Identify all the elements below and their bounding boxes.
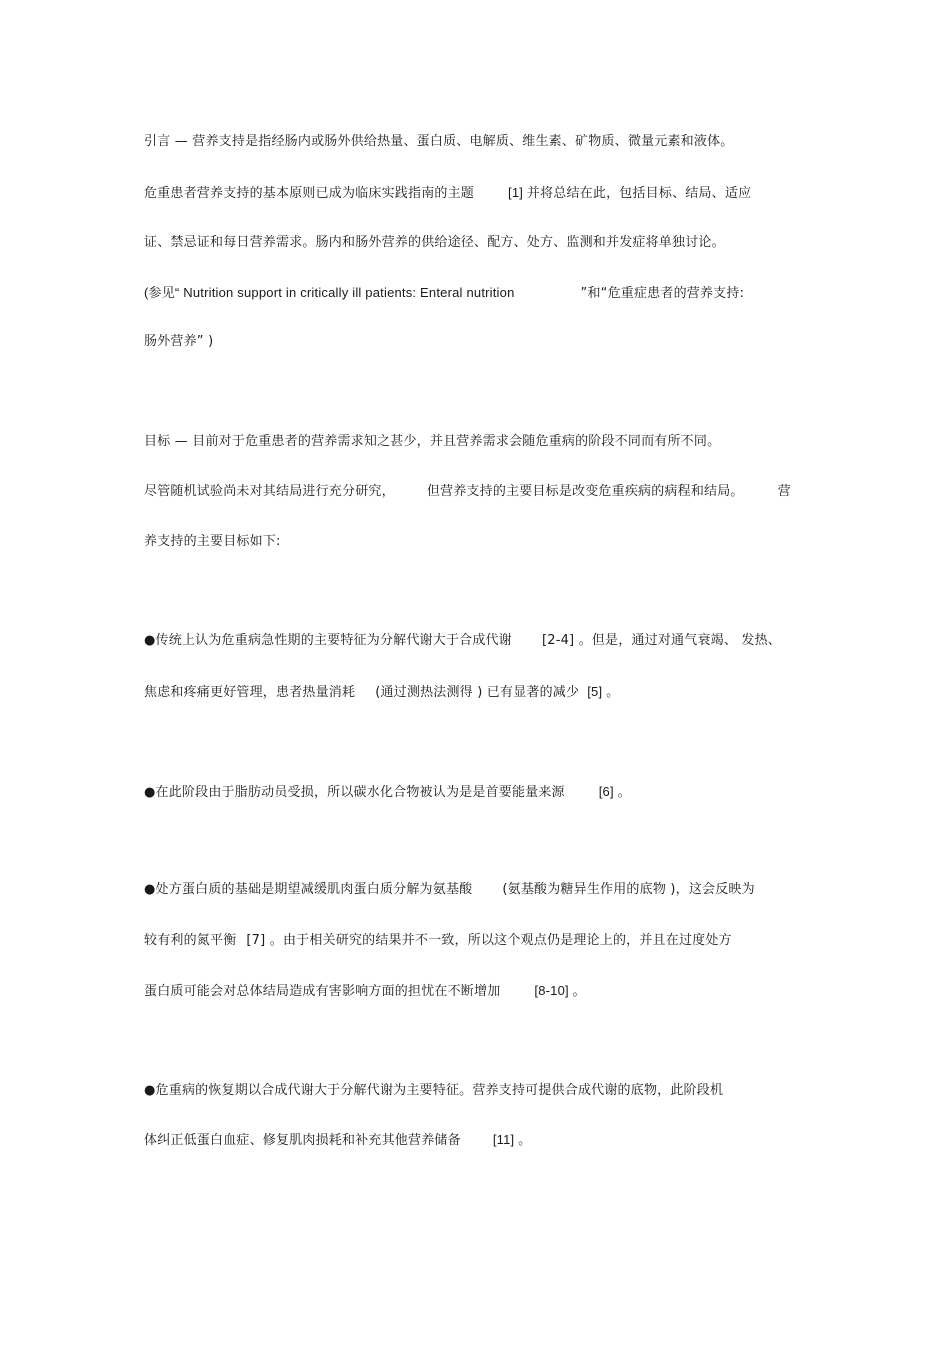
intro-line-2 xyxy=(144,184,814,203)
intro-line-3 xyxy=(144,234,814,252)
goals-text-2c: 营 xyxy=(777,484,791,499)
bullet-3-text-1b: (氨基酸为糖异生作用的底物 )，这会反映为 xyxy=(502,882,755,897)
bullet-4-text-2b: [11] 。 xyxy=(492,1132,532,1147)
bullet-3-line-3 xyxy=(144,982,814,1001)
intro-line-4 xyxy=(144,284,814,303)
bullet-1-line-1 xyxy=(144,632,814,650)
bullet-3-text-1a: ●处方蛋白质的基础是期望减缓肌肉蛋白质分解为氨基酸 xyxy=(144,882,473,897)
bullet-3-line-1 xyxy=(144,881,814,899)
goals-text-3: 养支持的主要目标如下: xyxy=(144,534,281,549)
intro-text-2a: 危重患者营养支持的基本原则已成为临床实践指南的主题 xyxy=(144,186,475,201)
bullet-2-text-1a: ●在此阶段由于脂肪动员受损，所以碳水化合物被认为是是首要能量来源 xyxy=(144,785,565,800)
goals-line-3 xyxy=(144,533,814,551)
goals-line-2 xyxy=(144,483,814,501)
bullet-1-text-1a: ●传统上认为危重病急性期的主要特征为分解代谢大于合成代谢 xyxy=(144,633,512,648)
bullet-3-text-3b: [8-10] 。 xyxy=(534,983,586,998)
bullet-3-text-3a: 蛋白质可能会对总体结局造成有害影响方面的担忧在不断增加 xyxy=(144,984,501,999)
bullet-1-line-2 xyxy=(144,683,814,702)
bullet-3-text-2b: [7] 。由于相关研究的结果并不一致，所以这个观点仍是理论上的，并且在过度处方 xyxy=(246,933,732,948)
bullet-4-text-2a: 体纠正低蛋白血症、修复肌肉损耗和补充其他营养储备 xyxy=(144,1133,461,1148)
bullet-1-text-1b: [2-4] 。但是，通过对通气衰竭、 发热、 xyxy=(541,633,781,648)
goals-text-1: 目标 — 目前对于危重患者的营养需求知之甚少，并且营养需求会随危重病的阶段不同而有所不同。 xyxy=(144,434,721,449)
intro-line-5 xyxy=(144,333,814,351)
intro-text-2b: [1] 并将总结在此，包括目标、结局、适应 xyxy=(508,185,752,200)
goals-text-2a: 尽管随机试验尚未对其结局进行充分研究， xyxy=(144,484,395,499)
bullet-1-text-2c: [5] 。 xyxy=(587,684,620,699)
bullet-3-text-2a: 较有利的氮平衡 xyxy=(144,933,237,948)
intro-line-1 xyxy=(144,133,814,151)
intro-text-3: 证、禁忌证和每日营养需求。肠内和肠外营养的供给途径、配方、处方、监测和并发症将单独讨论。 xyxy=(144,235,725,250)
bullet-1-text-2a: 焦虑和疼痛更好管理，患者热量消耗 xyxy=(144,685,356,700)
intro-text-4a: (参见“ Nutrition support in critically ill patients: Enteral nutrition xyxy=(144,285,515,300)
goals-text-2b: 但营养支持的主要目标是改变危重疾病的病程和结局。 xyxy=(426,484,744,499)
intro-text-5: 肠外营养” ) xyxy=(144,334,214,349)
bullet-2-line-1 xyxy=(144,783,814,802)
bullet-1-text-2b: (通过测热法测得 ) 已有显著的减少 xyxy=(375,685,580,700)
goals-line-1 xyxy=(144,433,814,451)
intro-text-4b: ”和“危重症患者的营养支持: xyxy=(580,286,745,301)
bullet-2-text-1b: [6] 。 xyxy=(598,784,631,799)
intro-text-1: 引言 — 营养支持是指经肠内或肠外供给热量、蛋白质、电解质、维生素、矿物质、微量元素和液体。 xyxy=(144,134,734,149)
bullet-3-line-2 xyxy=(144,932,814,950)
bullet-4-line-2 xyxy=(144,1131,814,1150)
bullet-4-text-1: ●危重病的恢复期以合成代谢大于分解代谢为主要特征。营养支持可提供合成代谢的底物，此阶段机 xyxy=(144,1083,724,1098)
bullet-4-line-1 xyxy=(144,1082,814,1100)
